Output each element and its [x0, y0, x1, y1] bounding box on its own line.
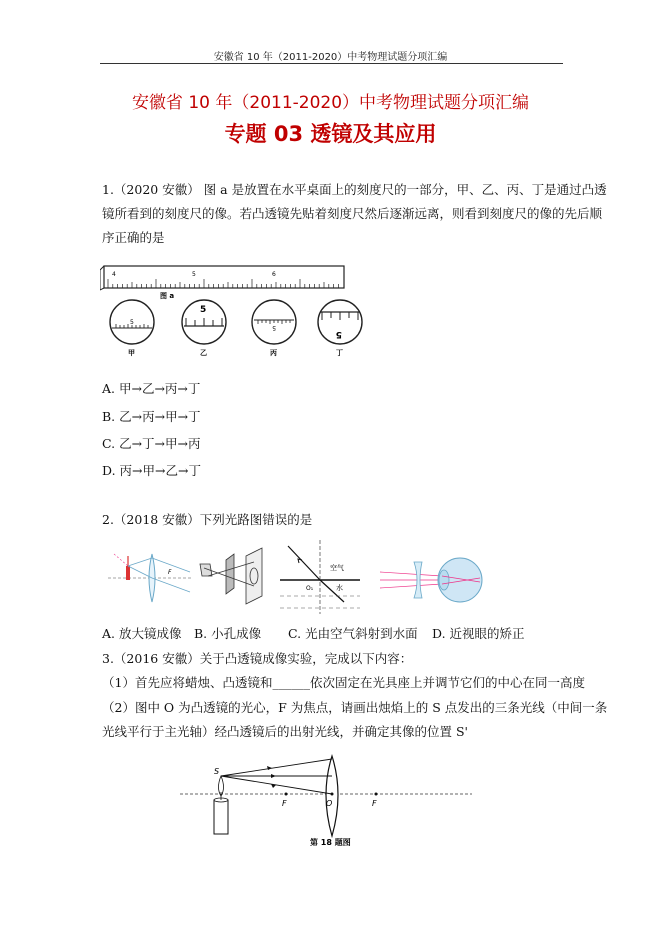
- ruler-num-5: 5: [192, 271, 196, 278]
- ruler-num-4: 4: [112, 271, 116, 278]
- header-divider: [100, 63, 563, 64]
- q2-stem: 2.（2018 安徽）下列光路图错误的是: [102, 512, 313, 527]
- q1-line-2: 镜所看到的刻度尺的像。若凸透镜先贴着刻度尺然后逐渐远离，则看到刻度尺的像的先后顺: [102, 206, 603, 221]
- focus-left-label: F: [282, 799, 287, 808]
- lens-view-bing: [252, 300, 296, 357]
- figure-d-myopia: [380, 558, 482, 602]
- lens-num-yi: 5: [200, 305, 207, 315]
- topic-title: 专题 03 透镜及其应用: [224, 122, 437, 146]
- q1-ruler-figure: [100, 256, 380, 366]
- figure-c-point-label: O₁: [306, 585, 314, 592]
- lens-view-jia: [110, 300, 154, 357]
- figure-a-magnifier: [108, 554, 192, 602]
- point-s-label: S: [214, 767, 220, 776]
- figure-caption: 第 18 题图: [310, 838, 351, 847]
- candle: [214, 776, 228, 834]
- q1-line-1: 1.（2020 安徽） 图 a 是放置在水平桌面上的刻度尺的一部分，甲、乙、丙、丁是通过凸透: [102, 182, 607, 197]
- q2-option-c: C. 光由空气斜射到水面: [288, 626, 418, 641]
- q3-part-2-line-2: 光线平行于主光轴）经凸透镜后的出射光线，并确定其像的位置 S': [102, 724, 468, 739]
- q1-option-c: C. 乙→丁→甲→丙: [102, 436, 201, 451]
- figure-b-pinhole: [200, 548, 262, 604]
- figure-c-refraction: [280, 540, 360, 614]
- figure-a-focus: F: [168, 569, 172, 576]
- q3-part-1: （1）首先应将蜡烛、凸透镜和______依次固定在光具座上并调节它们的中心在同一高度: [102, 675, 585, 690]
- q2-option-a: A. 放大镜成像: [102, 626, 182, 641]
- lens-label-jia: 甲: [128, 349, 135, 357]
- lens-num-jia: 5: [130, 319, 134, 326]
- q1-option-b: B. 乙→丙→甲→丁: [102, 409, 201, 424]
- figure-c-water-label: 水: [336, 584, 343, 592]
- figure-c-air-label: 空气: [330, 564, 344, 572]
- q2-option-b: B. 小孔成像: [194, 626, 262, 641]
- q3-part-2-line-1: （2）图中 O 为凸透镜的光心，F 为焦点，请画出烛焰上的 S 点发出的三条光线（中间一条: [102, 700, 608, 715]
- lens-num-bing: 5: [272, 324, 276, 331]
- lens-view-ding: [318, 300, 362, 357]
- q2-optics-figures: [104, 536, 544, 616]
- q2-option-d: D. 近视眼的矫正: [432, 626, 525, 641]
- lens-view-yi: [182, 300, 226, 357]
- ruler: [100, 266, 344, 290]
- q1-option-a: A. 甲→乙→丙→丁: [102, 381, 201, 396]
- focus-right-label: F: [372, 799, 377, 808]
- lens-label-bing: 丙: [270, 349, 277, 357]
- lens-num-ding: 5: [335, 329, 342, 339]
- q3-lens-figure: [176, 752, 476, 852]
- q1-line-3: 序正确的是: [102, 230, 165, 245]
- q1-option-d: D. 丙→甲→乙→丁: [102, 463, 201, 478]
- ruler-num-6: 6: [272, 271, 276, 278]
- lens-label-ding: 丁: [336, 349, 343, 357]
- optical-center-label: O: [326, 799, 333, 808]
- lens-label-yi: 乙: [200, 349, 207, 357]
- page-header: 安徽省 10 年（2011-2020）中考物理试题分项汇编: [213, 52, 448, 63]
- ruler-figure-label: 图 a: [160, 292, 175, 300]
- q3-stem: 3.（2016 安徽）关于凸透镜成像实验，完成以下内容：: [102, 651, 413, 666]
- document-title: 安徽省 10 年（2011-2020）中考物理试题分项汇编: [131, 93, 530, 113]
